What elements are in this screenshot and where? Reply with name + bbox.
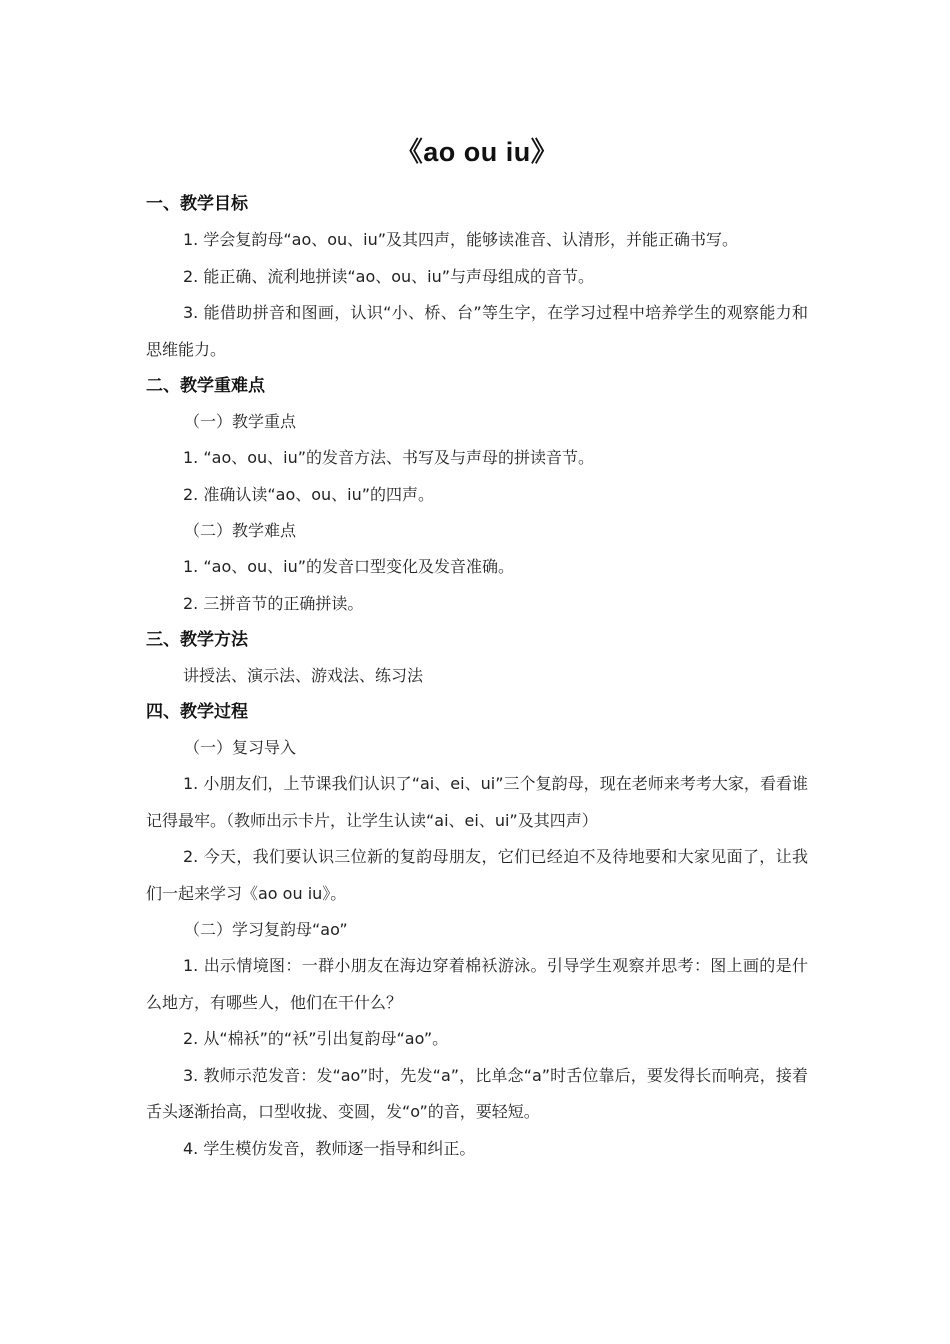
review-item: 2. 今天，我们要认识三位新的复韵母朋友，它们已经迫不及待地要和大家见面了，让我们一起来学习《ao ou iu》。: [146, 847, 808, 903]
objective-item: 3. 能借助拼音和图画，认识“小、桥、台”等生字，在学习过程中培养学生的观察能力和思维能力。: [146, 303, 808, 359]
objective-item: 2. 能正确、流利地拼读“ao、ou、iu”与声母组成的音节。: [183, 266, 595, 286]
review-item: 1. 小朋友们，上节课我们认识了“ai、ei、ui”三个复韵母，现在老师来考考大家，看看谁记得最牢。（教师出示卡片，让学生认读“ai、ei、ui”及其四声）: [146, 774, 808, 830]
subheading-difficulties: （二）教学难点: [184, 521, 297, 540]
difficulty-item: 2. 三拼音节的正确拼读。: [183, 593, 364, 613]
subheading-learn-ao: （二）学习复韵母“ao”: [184, 920, 348, 939]
key-focus-item: 2. 准确认读“ao、ou、iu”的四声。: [183, 484, 435, 504]
section-heading-key-points: 二、教学重难点: [146, 376, 265, 396]
key-focus-item: 1. “ao、ou、iu”的发音方法、书写及与声母的拼读音节。: [183, 448, 595, 467]
subheading-review: （一）复习导入: [184, 738, 297, 757]
objective-item: 1. 学会复韵母“ao、ou、iu”及其四声，能够读准音、认清形，并能正确书写。: [183, 230, 739, 249]
learn-ao-item: 4. 学生模仿发音，教师逐一指导和纠正。: [183, 1138, 476, 1158]
methods-text: 讲授法、演示法、游戏法、练习法: [183, 666, 424, 685]
learn-ao-item: 1. 出示情境图：一群小朋友在海边穿着棉袄游泳。引导学生观察并思考：图上画的是什么地方，有哪些人，他们在干什么？: [146, 956, 808, 1012]
document-title: 《ao ou iu》: [395, 137, 559, 167]
document-body: [146, 118, 808, 1167]
section-heading-objectives: 一、教学目标: [146, 194, 248, 214]
section-heading-methods: 三、教学方法: [146, 630, 248, 650]
learn-ao-item: 3. 教师示范发音：发“ao”时，先发“a”，比单念“a”时舌位靠后，要发得长而响亮，接着舌头逐渐抬高，口型收拢、变圆，发“o”的音，要轻短。: [146, 1065, 808, 1121]
section-heading-process: 四、教学过程: [146, 702, 248, 722]
difficulty-item: 1. “ao、ou、iu”的发音口型变化及发音准确。: [183, 557, 515, 576]
subheading-key-focus: （一）教学重点: [184, 412, 297, 431]
learn-ao-item: 2. 从“棉袄”的“袄”引出复韵母“ao”。: [183, 1029, 449, 1048]
